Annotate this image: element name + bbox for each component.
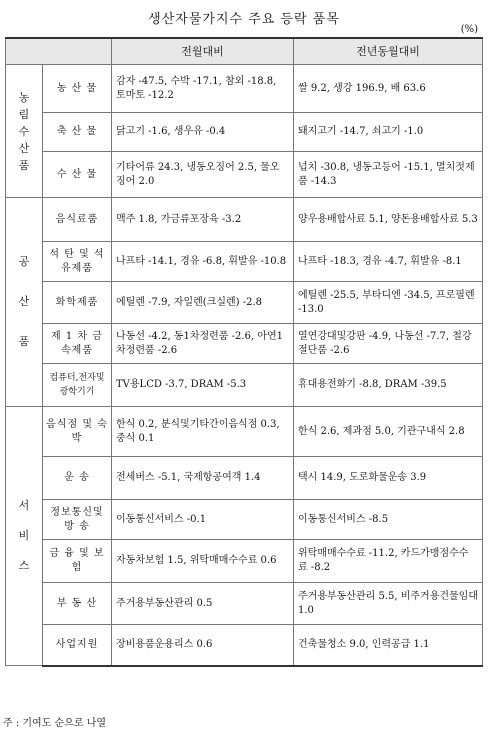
row-mom: TV용LCD -3.7, DRAM -5.3 (112, 364, 294, 407)
group-label-char: 비 (18, 529, 30, 542)
row-category: 운 송 (43, 457, 112, 500)
row-yoy: 이동통신서비스 -8.5 (294, 500, 483, 540)
row-category: 수 산 물 (43, 152, 112, 198)
row-mom: 장비용품운용리스 0.6 (112, 625, 294, 666)
footnote: 주 : 기여도 순으로 나열 (3, 718, 107, 729)
group-label-char: 농 (18, 90, 30, 104)
group-label-char: 스 (18, 559, 30, 572)
price-index-table (5, 37, 483, 667)
unit-label: (%) (460, 24, 478, 35)
row-mom: 나프타 -14.1, 경유 -6.8, 휘발유 -10.8 (112, 242, 294, 282)
row-category: 음식점 및 숙 박 (43, 407, 112, 457)
table-row (6, 242, 483, 282)
row-mom: 전세버스 -5.1, 국제항공여객 1.4 (112, 457, 294, 500)
group-industry (6, 198, 43, 407)
row-yoy: 나프타 -18.3, 경유 -4.7, 휘발유 -8.1 (294, 242, 483, 282)
row-category: 음식료품 (43, 198, 112, 242)
table-row (6, 65, 483, 113)
group-label-char: 산 (18, 295, 30, 308)
group-label-char: 산 (18, 141, 30, 155)
row-yoy: 휴대용전화기 -8.8, DRAM -39.5 (294, 364, 483, 407)
table-row (6, 324, 483, 364)
row-category: 부 동 산 (43, 583, 112, 625)
table-row (6, 152, 483, 198)
row-yoy: 택시 14.9, 도로화물운송 3.9 (294, 457, 483, 500)
row-yoy: 열연강대및강판 -4.9, 나동선 -7.7, 철강절단품 -2.6 (294, 324, 483, 364)
group-label-char: 림 (18, 107, 30, 121)
group-label-char: 수 (18, 124, 30, 138)
table-row (6, 282, 483, 324)
header-yoy: 전년동월대비 (294, 38, 483, 65)
row-category: 사업지원 (43, 625, 112, 666)
row-category: 화학제품 (43, 282, 112, 324)
table-row (6, 198, 483, 242)
group-agri (6, 65, 43, 198)
table-row (6, 540, 483, 583)
row-yoy: 건축물청소 9.0, 인력공급 1.1 (294, 625, 483, 666)
table-header-row (6, 38, 483, 65)
header-blank (6, 38, 112, 65)
row-category: 제 1 차 금속제품 (43, 324, 112, 364)
row-mom: 에틸렌 -7.9, 자일렌(크실렌) -2.8 (112, 282, 294, 324)
row-mom: 기타어류 24.3, 냉동오징어 2.5, 물오징어 2.0 (112, 152, 294, 198)
table-row (6, 407, 483, 457)
row-yoy: 에틸렌 -25.5, 부타디엔 -34.5, 프로필렌 -13.0 (294, 282, 483, 324)
table-row (6, 625, 483, 666)
row-mom: 감자 -47.5, 수박 -17.1, 참외 -18.8, 토마토 -12.2 (112, 65, 294, 113)
row-category: 석 탄 및 석유제품 (43, 242, 112, 282)
row-category: 농 산 물 (43, 65, 112, 113)
header-mom: 전월대비 (112, 38, 294, 65)
row-mom: 나동선 -4.2, 동1차정련품 -2.6, 아연1차정련품 -2.6 (112, 324, 294, 364)
row-yoy: 양우용배합사료 5.1, 양돈용배합사료 5.3 (294, 198, 483, 242)
table-row (6, 364, 483, 407)
group-label-char: 서 (18, 499, 30, 512)
table-row (6, 500, 483, 540)
group-label-char: 품 (18, 335, 30, 348)
group-service (6, 407, 43, 666)
table-row (6, 113, 483, 152)
row-category: 금 융 및 보 험 (43, 540, 112, 583)
row-yoy: 위탁매매수수료 -11.2, 카드가맹점수수료 -8.2 (294, 540, 483, 583)
table-row (6, 457, 483, 500)
row-mom: 이동통신서비스 -0.1 (112, 500, 294, 540)
row-yoy: 주거용부동산관리 5.5, 비주거용건물임대 1.0 (294, 583, 483, 625)
row-yoy: 쌀 9.2, 생강 196.9, 배 63.6 (294, 65, 483, 113)
row-mom: 한식 0.2, 분식및기타간이음식점 0.3, 중식 0.1 (112, 407, 294, 457)
table-row (6, 583, 483, 625)
row-yoy: 돼지고기 -14.7, 쇠고기 -1.0 (294, 113, 483, 152)
page-title: 생산자물가지수 주요 등락 품목 (148, 12, 340, 27)
row-category: 축 산 물 (43, 113, 112, 152)
row-mom: 맥주 1.8, 가금류포장육 -3.2 (112, 198, 294, 242)
row-mom: 자동차보험 1.5, 위탁매매수수료 0.6 (112, 540, 294, 583)
row-mom: 닭고기 -1.6, 생우유 -0.4 (112, 113, 294, 152)
row-yoy: 한식 2.6, 제과점 5.0, 기관구내식 2.8 (294, 407, 483, 457)
row-category: 정보통신및 방 송 (43, 500, 112, 540)
row-yoy: 넙치 -30.8, 냉동고등어 -15.1, 멸치젓제품 -14.3 (294, 152, 483, 198)
group-label-char: 품 (18, 158, 30, 172)
row-mom: 주거용부동산관리 0.5 (112, 583, 294, 625)
row-category: 컴퓨터,전자및광학기기 (43, 364, 112, 407)
group-label-char: 공 (18, 255, 30, 268)
